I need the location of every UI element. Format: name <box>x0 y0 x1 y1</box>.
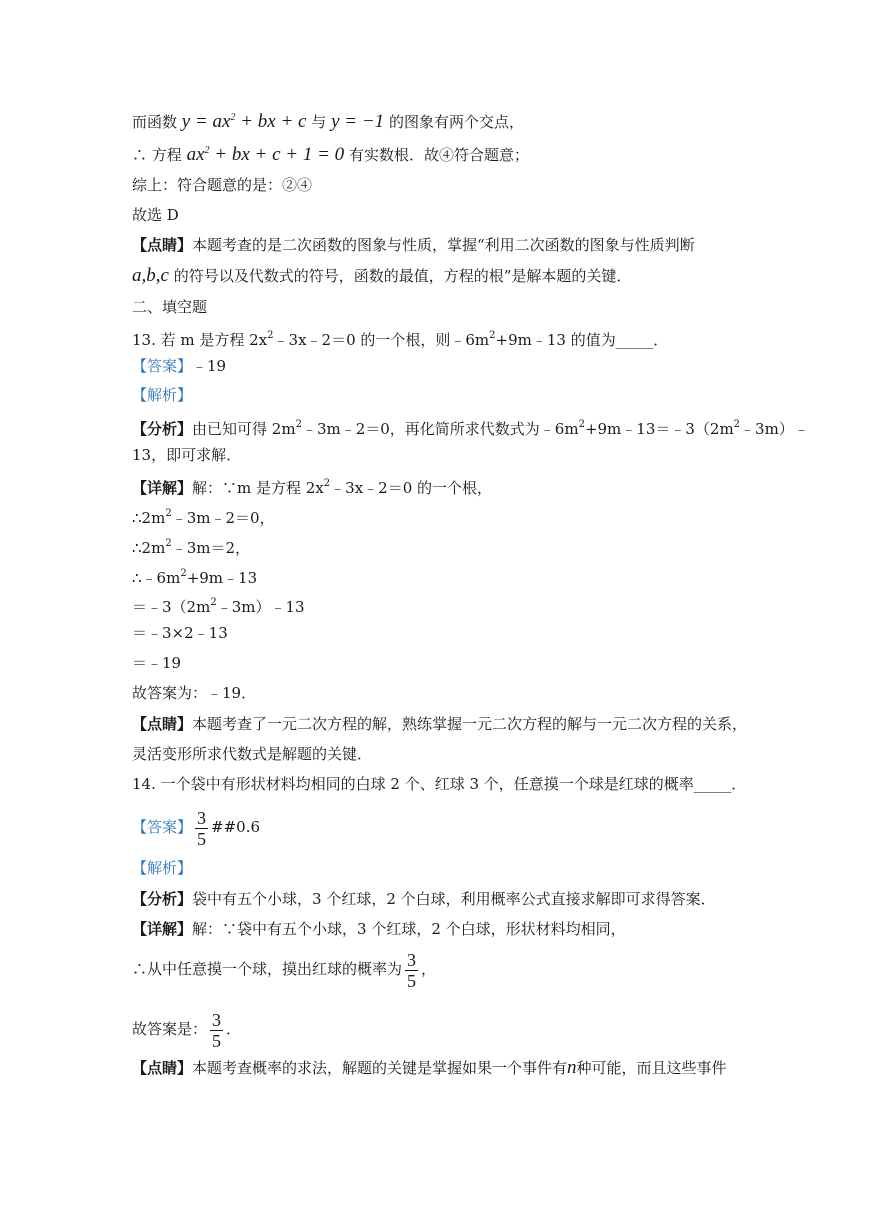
text: 的符号以及代数式的符号，函数的最值，方程的根”是解本题的关键． <box>173 267 632 285</box>
section-tag: 【点睛】 <box>132 236 193 254</box>
answer-line <box>132 356 226 376</box>
text: 的图象有两个交点， <box>388 113 524 131</box>
text: 有实数根．故④符合题意； <box>348 146 529 164</box>
text-line: 故答案是： $\frac{3}{5}$ ． <box>132 1009 242 1051</box>
analysis-tag: 【解析】 <box>132 859 193 877</box>
section-tag: 【详解】 <box>132 479 193 497</box>
math-expression: a,b,c <box>132 265 169 286</box>
answer-value: ﹣19 <box>192 357 227 375</box>
text-line <box>132 108 524 132</box>
section-tag: 【分析】 <box>132 890 193 908</box>
answer-tag: 【答案】 <box>132 357 193 375</box>
fraction: $\frac{3}{5}$ <box>197 807 207 849</box>
analysis-tag: 【解析】 <box>132 386 193 404</box>
text-line: 【详解】解：∵m 是方程 $2x^2﹣3x﹣2=0$ 的一个根， <box>132 478 493 497</box>
text-line: 【详解】解：∵袋中有五个小球，3 个红球，2 个白球，形状材料均相同， <box>132 920 626 938</box>
question-14: 14. 一个袋中有形状材料均相同的白球 2 个、红球 3 个，任意摸一个球是红球的概率_____． <box>132 775 747 793</box>
text-line: $\therefore 2m^2﹣3m﹣2=0$， <box>132 508 275 527</box>
text-line: ∴从中任意摸一个球，摸出红球的概率为 $\frac{3}{5}$ ， <box>132 949 437 991</box>
text-line: $\therefore 2m^2﹣3m=2$， <box>132 538 250 557</box>
section-heading: 二、填空题 <box>132 298 208 316</box>
text: ∴ 方程 <box>132 146 182 164</box>
text-line <box>132 266 631 286</box>
text-line: 灵活变形所求代数式是解题的关键． <box>132 745 373 763</box>
text-line: 13，即可求解． <box>132 446 242 464</box>
text-line: $\therefore﹣6m^2+9m﹣13$ <box>132 568 258 587</box>
math-expression: $ax^2$ + bx + c + 1 = 0 <box>186 144 345 165</box>
text-line: ＝﹣19 <box>132 654 182 672</box>
text-line <box>132 235 695 255</box>
text-line: 【分析】由已知可得 $2m^2﹣3m﹣2=0$，再化简所求代数式为$﹣6m^2+9m﹣13=﹣3(2m^2﹣3m)﹣$ <box>132 419 809 438</box>
text-line: ＝﹣3×2﹣13 <box>132 624 228 642</box>
section-tag: 【分析】 <box>132 420 193 438</box>
text: 与 <box>311 113 327 131</box>
answer-tag: 【答案】 <box>132 818 193 836</box>
text-line: $=﹣3(2m^2﹣3m)﹣13$ <box>132 597 305 616</box>
fraction: $\frac{3}{5}$ <box>407 949 417 991</box>
answer-line <box>132 806 260 849</box>
text-line: 故选 D <box>132 206 179 224</box>
math-expression: $y = ax^2$ + bx + c <box>181 111 307 132</box>
text: 本题考查的是二次函数的图象与性质，掌握“利用二次函数的图象与性质判断 <box>192 236 695 254</box>
text-line: 综上：符合题意的是：②④ <box>132 176 313 194</box>
text-line <box>132 141 529 165</box>
text-line: 故答案为：﹣19． <box>132 684 257 702</box>
fraction: $\frac{3}{5}$ <box>212 1009 222 1051</box>
text-line: 【分析】袋中有五个小球，3 个红球，2 个白球，利用概率公式直接求解即可求得答案． <box>132 890 716 908</box>
section-tag: 【详解】 <box>132 920 193 938</box>
math-expression: y = −1 <box>331 111 385 132</box>
text-line: 【点睛】本题考查了一元二次方程的解，熟练掌握一元二次方程的解与一元二次方程的关系， <box>132 715 748 733</box>
text: 而函数 <box>132 113 178 131</box>
text-line: 【点睛】本题考查概率的求法，解题的关键是掌握如果一个事件有n种可能，而且这些事件 <box>132 1057 727 1078</box>
section-tag: 【点睛】 <box>132 1059 193 1077</box>
answer-value: ##0.6 <box>211 818 261 836</box>
section-tag: 【点睛】 <box>132 715 193 733</box>
question-13: 13. 若 m 是方程 $2x^2﹣3x﹣2=0$ 的一个根，则$﹣6m^2+9m﹣13$ 的值为_____． <box>132 330 669 349</box>
math-expression: n <box>567 1057 577 1078</box>
